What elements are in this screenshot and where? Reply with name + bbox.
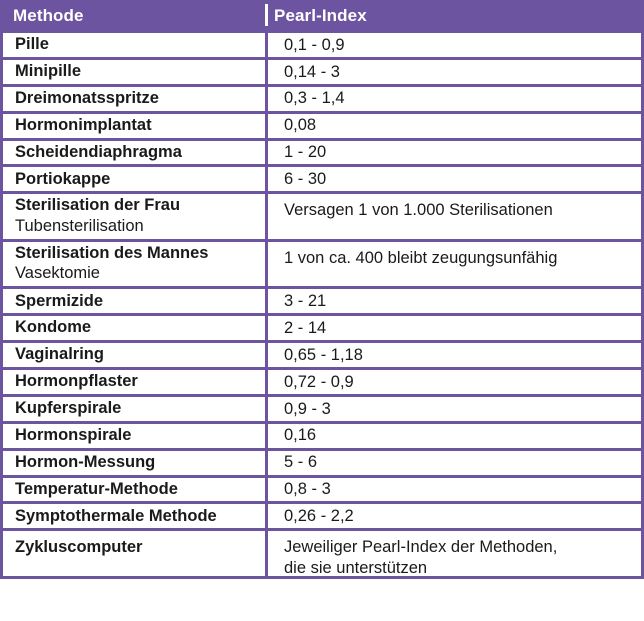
pearl-index-cell <box>265 448 644 478</box>
column-header-methode: Methode <box>13 5 84 25</box>
pearl-index-cell <box>265 30 644 60</box>
method-cell <box>0 448 268 478</box>
table-row <box>0 164 644 194</box>
pearl-index-value: 2 - 14 <box>284 318 327 337</box>
method-name: Hormon-Messung <box>15 452 156 471</box>
pearl-index-cell <box>265 239 644 290</box>
table-row <box>0 30 644 60</box>
pearl-index-value: 1 - 20 <box>284 143 327 162</box>
header-column-divider <box>265 4 268 26</box>
method-name: Sterilisation der Frau <box>15 196 181 215</box>
method-name: Hormonpflaster <box>15 372 138 391</box>
pearl-index-value: 0,72 - 0,9 <box>284 372 354 391</box>
method-cell <box>0 367 268 397</box>
table-row <box>0 528 644 579</box>
pearl-index-cell <box>265 57 644 87</box>
method-cell <box>0 501 268 531</box>
pearl-index-cell <box>265 191 644 242</box>
method-name: Scheidendiaphragma <box>15 142 182 161</box>
table-row <box>0 286 644 316</box>
pearl-index-value: 0,8 - 3 <box>284 480 331 499</box>
table-body <box>0 30 644 621</box>
method-cell <box>0 313 268 343</box>
pearl-index-value: 1 von ca. 400 bleibt zeugungsunfähig <box>284 248 558 267</box>
table-row <box>0 191 644 242</box>
method-name: Kupferspirale <box>15 399 122 418</box>
table-row <box>0 313 644 343</box>
pearl-index-value: Jeweiliger Pearl-Index der Methoden, <box>284 538 558 557</box>
pearl-index-cell <box>265 164 644 194</box>
pearl-index-value: 0,65 - 1,18 <box>284 345 363 364</box>
pearl-index-cell <box>265 421 644 451</box>
method-subtitle: Tubensterilisation <box>15 216 144 235</box>
pearl-index-value: 5 - 6 <box>284 453 318 472</box>
pearl-index-cell <box>265 313 644 343</box>
pearl-index-value: 0,14 - 3 <box>284 62 340 81</box>
method-name: Temperatur-Methode <box>15 479 178 498</box>
pearl-index-value: 0,08 <box>284 116 317 135</box>
method-name: Zykluscomputer <box>15 538 143 557</box>
method-cell <box>0 394 268 424</box>
pearl-index-value: 6 - 30 <box>284 170 327 189</box>
method-name: Sterilisation des Mannes <box>15 243 209 262</box>
method-cell <box>0 286 268 316</box>
pearl-index-cell <box>265 340 644 370</box>
method-name: Minipille <box>15 62 81 81</box>
pearl-index-cell <box>265 138 644 168</box>
table-row <box>0 367 644 397</box>
method-cell <box>0 111 268 141</box>
pearl-index-cell <box>265 475 644 505</box>
method-cell <box>0 340 268 370</box>
method-name: Pille <box>15 35 49 54</box>
method-name: Symptothermale Methode <box>15 506 217 525</box>
table-row <box>0 84 644 114</box>
table-row <box>0 57 644 87</box>
table-row <box>0 501 644 531</box>
column-header-pearl-index: Pearl-Index <box>274 5 367 25</box>
pearl-index-value: 0,9 - 3 <box>284 399 331 418</box>
method-cell <box>0 138 268 168</box>
method-cell <box>0 57 268 87</box>
method-cell <box>0 30 268 60</box>
pearl-index-value: 3 - 21 <box>284 291 327 310</box>
table-row <box>0 340 644 370</box>
method-name: Hormonimplantat <box>15 115 152 134</box>
pearl-index-value-line2: die sie unterstützen <box>284 558 428 577</box>
method-subtitle: Vasektomie <box>15 264 100 283</box>
method-cell <box>0 528 268 579</box>
pearl-index-cell <box>265 394 644 424</box>
pearl-index-value: Versagen 1 von 1.000 Sterilisationen <box>284 201 553 220</box>
method-name: Kondome <box>15 318 92 337</box>
pearl-index-cell <box>265 501 644 531</box>
method-name: Dreimonatsspritze <box>15 88 159 107</box>
method-name: Spermizide <box>15 291 104 310</box>
table-row <box>0 448 644 478</box>
method-cell <box>0 475 268 505</box>
pearl-index-cell <box>265 84 644 114</box>
pearl-index-cell <box>265 111 644 141</box>
method-name: Portiokappe <box>15 169 111 188</box>
table-row <box>0 138 644 168</box>
table-header-row <box>0 0 644 30</box>
method-name: Vaginalring <box>15 345 104 364</box>
method-cell <box>0 191 268 242</box>
pearl-index-value: 0,26 - 2,2 <box>284 507 354 526</box>
table-row <box>0 421 644 451</box>
pearl-index-cell <box>265 286 644 316</box>
table-row <box>0 394 644 424</box>
pearl-index-value: 0,3 - 1,4 <box>284 89 345 108</box>
table-row <box>0 475 644 505</box>
method-cell <box>0 164 268 194</box>
pearl-index-cell <box>265 367 644 397</box>
method-name: Hormonspirale <box>15 426 132 444</box>
pearl-index-value: 0,16 <box>284 426 317 445</box>
method-cell <box>0 421 268 451</box>
pearl-index-cell <box>265 528 644 579</box>
method-cell <box>0 84 268 114</box>
table-row <box>0 239 644 290</box>
pearl-index-value: 0,1 - 0,9 <box>284 35 345 54</box>
method-cell <box>0 239 268 290</box>
table-row <box>0 111 644 141</box>
